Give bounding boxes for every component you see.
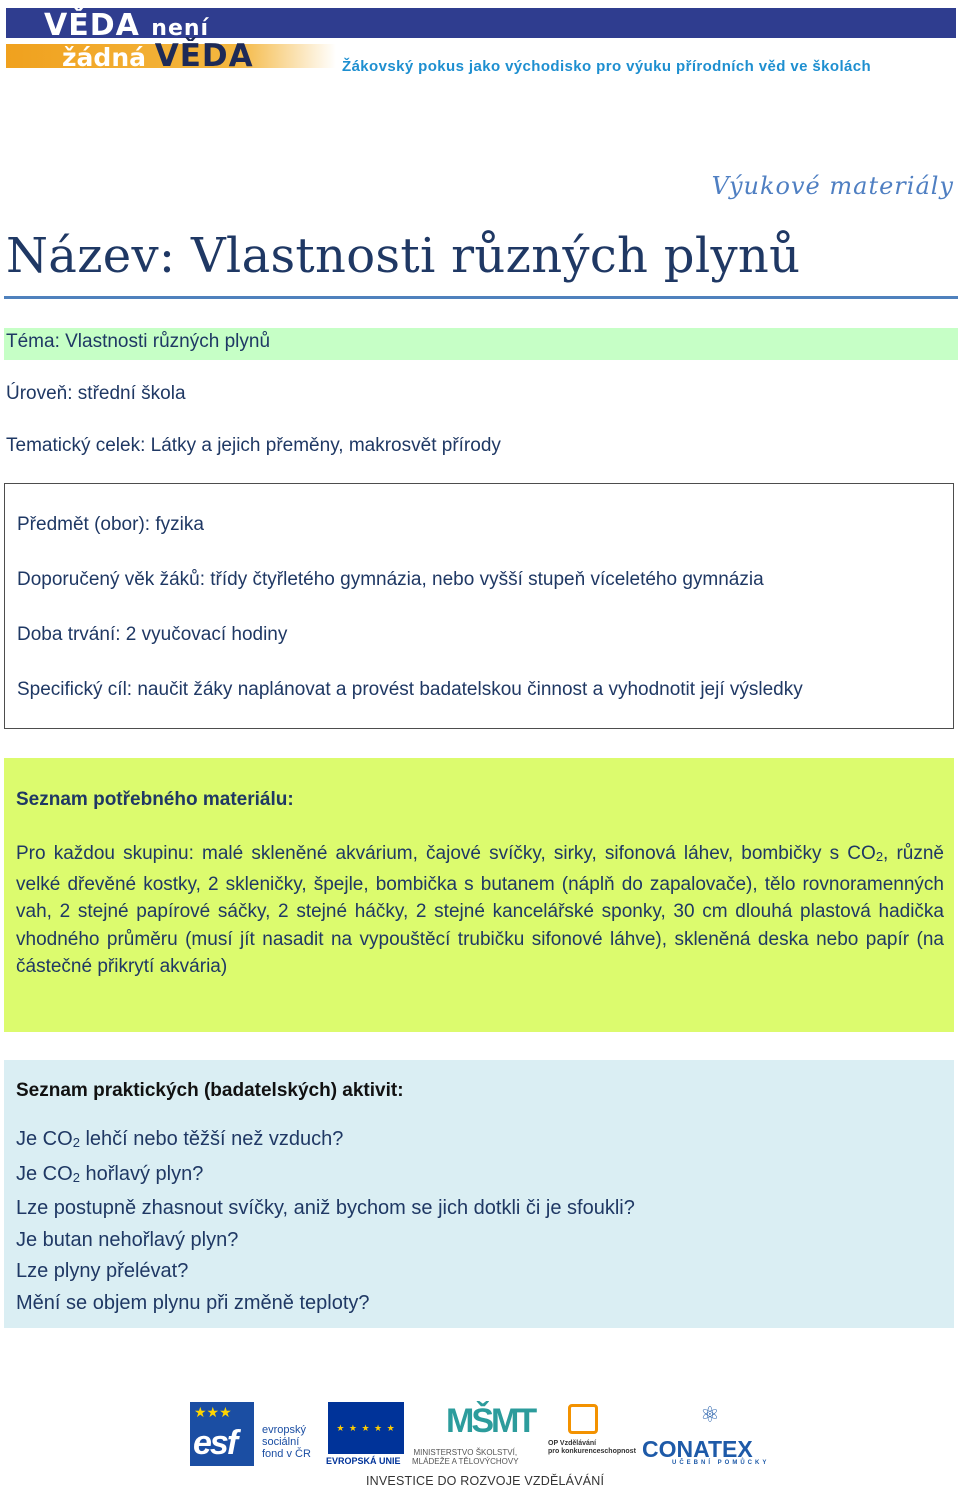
conatex-name: CONATEX bbox=[642, 1436, 753, 1462]
banner-subtitle: Žákovský pokus jako východisko pro výuku přírodních věd ve školách bbox=[342, 58, 872, 75]
theme-line: Téma: Vlastnosti různých plynů bbox=[6, 331, 271, 352]
logo-word-zadna: žádná bbox=[62, 43, 146, 72]
esf-stars-icon: ★★★ bbox=[194, 1404, 232, 1420]
level-line: Úroveň: střední škola bbox=[6, 383, 186, 404]
logo-word-neni: není bbox=[151, 16, 210, 41]
esf-mark bbox=[190, 1402, 254, 1466]
activity-item: Je butan nehořlavý plyn? bbox=[16, 1228, 239, 1251]
activity-item: Lze postupně zhasnout svíčky, aniž bychom se jich dotkli či je sfoukli? bbox=[16, 1197, 635, 1219]
activity-1-subscript: 2 bbox=[72, 1135, 80, 1150]
conatex-logo bbox=[642, 1402, 782, 1470]
document-type: Výukové materiály bbox=[711, 172, 954, 200]
activity-item bbox=[16, 1159, 635, 1194]
conatex-tagline: UČEBNÍ POMŮCKY bbox=[672, 1460, 770, 1466]
subject-line: Předmět (obor): fyzika bbox=[17, 514, 204, 535]
esf-mark-text: esf bbox=[193, 1424, 237, 1462]
activities-heading: Seznam praktických (badatelských) aktivit: bbox=[16, 1080, 404, 1101]
footer-logos bbox=[180, 1398, 790, 1490]
activity-2-part-2: hořlavý plyn? bbox=[79, 1162, 204, 1185]
investment-caption: INVESTICE DO ROZVOJE VZDĚLÁVÁNÍ bbox=[366, 1474, 605, 1488]
material-text-part-2: , různě velké dřevěné kostky, 2 skleničky, špejle, bombička s butanem (náplň do zapalovače), tělo rovnoramenných vah, 2 stejné papírové sáčky, 2 stejné háčky, 2 stejné kancelářské sponky, 30 cm dlouhá plastová hadička vhodného průměru (musí jít nasadit na vypouštěcí trubičku sifonové láhve), skleněná deska nebo papír (na částečné přikrytí akvária) bbox=[16, 843, 944, 977]
info-box bbox=[4, 483, 954, 729]
material-text-part-1: Pro každou skupinu: malé skleněné akvárium, čajové svíčky, sirky, sifonová láhev, bombičky s CO bbox=[16, 843, 876, 864]
op-logo bbox=[548, 1402, 634, 1470]
msmt-mark: MŠMT bbox=[446, 1402, 535, 1440]
logo-word-veda-2: VĚDA bbox=[154, 38, 254, 74]
unit-line: Tematický celek: Látky a jejich přeměny, makrosvět přírody bbox=[6, 435, 501, 456]
activities-list bbox=[16, 1124, 635, 1319]
material-text-subscript: 2 bbox=[875, 849, 884, 864]
activity-1-part-2: lehčí nebo těžší než vzduch? bbox=[79, 1128, 344, 1150]
esf-words: evropský sociální fond v ČR bbox=[262, 1424, 311, 1460]
eu-caption: EVROPSKÁ UNIE bbox=[326, 1456, 401, 1466]
activity-item: Mění se objem plynu při změně teploty? bbox=[16, 1291, 370, 1314]
logo-line-2 bbox=[62, 38, 254, 74]
material-text bbox=[16, 840, 944, 981]
title-divider bbox=[4, 296, 958, 299]
activity-2-part-1: Je CO bbox=[16, 1162, 73, 1185]
activities-section bbox=[4, 1060, 954, 1328]
activity-2-subscript: 2 bbox=[72, 1169, 80, 1185]
header-banner bbox=[6, 8, 956, 75]
duration-line: Doba trvání: 2 vyučovací hodiny bbox=[17, 624, 288, 645]
material-section bbox=[4, 758, 954, 1032]
age-line: Doporučený věk žáků: třídy čtyřletého gymnázia, nebo vyšší stupeň víceletého gymnázia bbox=[17, 569, 764, 590]
logo-word-veda: VĚDA bbox=[44, 8, 140, 43]
op-caption: OP Vzdělávání pro konkurenceschopnost bbox=[548, 1440, 636, 1455]
material-heading: Seznam potřebného materiálu: bbox=[16, 789, 294, 810]
activity-item: Lze plyny přelévat? bbox=[16, 1260, 189, 1282]
goal-line: Specifický cíl: naučit žáky naplánovat a provést badatelskou činnost a vyhodnotit její výsledky bbox=[17, 679, 803, 700]
project-logo bbox=[44, 10, 334, 76]
activity-1-part-1: Je CO bbox=[16, 1128, 73, 1150]
activity-item bbox=[16, 1124, 635, 1159]
msmt-logo bbox=[412, 1402, 542, 1470]
msmt-caption: MINISTERSTVO ŠKOLSTVÍ, MLÁDEŽE A TĚLOVÝCHOVY bbox=[412, 1448, 519, 1466]
op-mark-icon bbox=[568, 1404, 598, 1434]
page-title: Název: Vlastnosti různých plynů bbox=[6, 228, 801, 284]
molecule-icon: ⚛ bbox=[700, 1402, 720, 1427]
esf-logo bbox=[190, 1402, 320, 1468]
eu-logo bbox=[328, 1402, 404, 1470]
eu-flag-icon: ★ ★ ★ ★ ★ bbox=[328, 1402, 404, 1454]
